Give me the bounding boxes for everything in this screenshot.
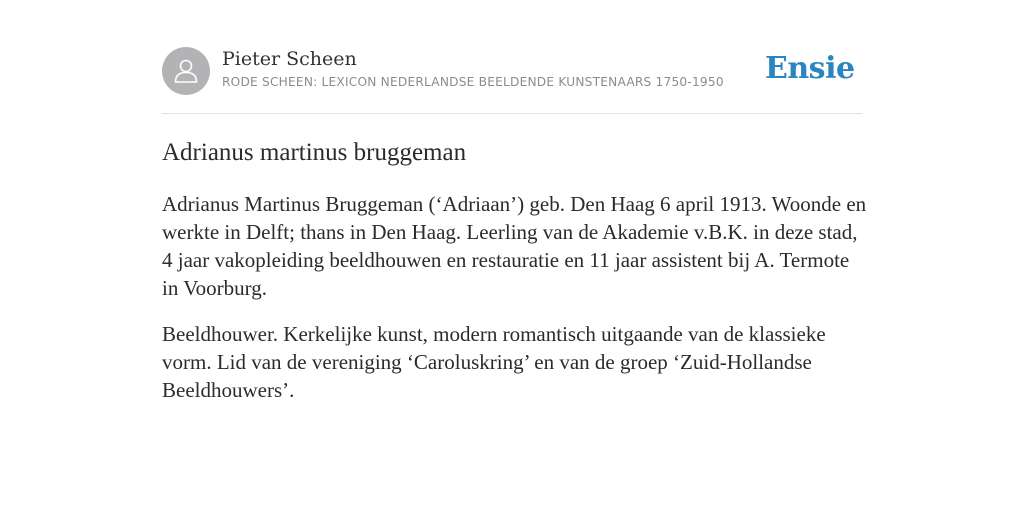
entry-header [162,47,862,95]
ensie-logo[interactable]: Ensie [765,51,855,86]
article-body [162,190,867,422]
source-publication[interactable]: RODE SCHEEN: LEXICON NEDERLANDSE BEELDENDE KUNSTENAARS 1750-1950 [222,75,724,89]
header-divider [162,113,862,114]
paragraph: Beeldhouwer. Kerkelijke kunst, modern romantisch uitgaande van de klassieke vorm. Lid van de vereniging ‘Caroluskring’ en van de groep ‘Zuid-Hollandse Beeldhouwers’. [162,322,826,402]
avatar[interactable] [162,47,210,95]
user-avatar-icon [162,47,210,95]
paragraph: Adrianus Martinus Bruggeman (‘Adriaan’) geb. Den Haag 6 april 1913. Woonde en werkte in Delft; thans in Den Haag. Leerling van de Akademie v.B.K. in deze stad, 4 jaar vakopleiding beeldhouwen en restauratie en 11 jaar assistent bij A. Termote in Voorburg. [162,192,867,300]
article-title: Adrianus martinus bruggeman [162,139,467,166]
author-name[interactable]: Pieter Scheen [222,48,357,70]
